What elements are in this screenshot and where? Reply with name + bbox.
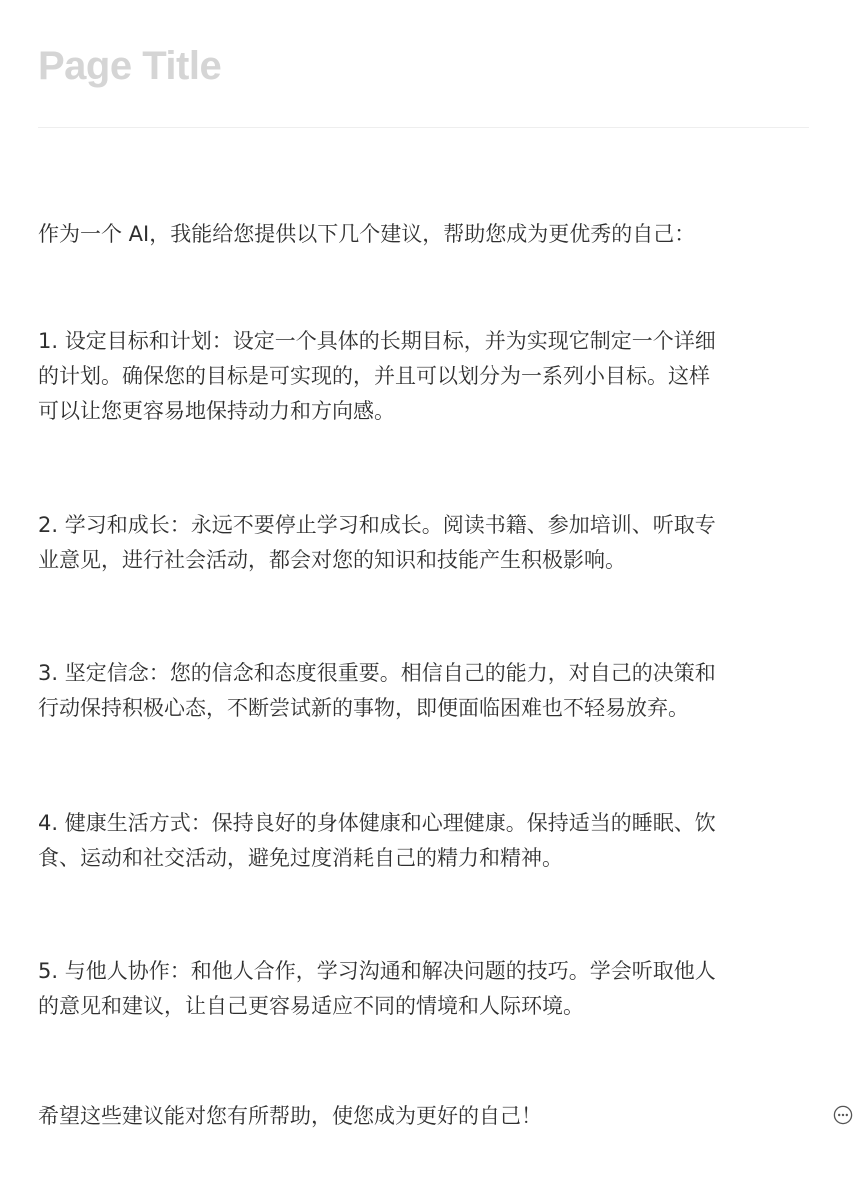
suggestion-1-paragraph[interactable]: 1. 设定目标和计划：设定一个具体的长期目标，并为实现它制定一个详细 的计划。确保您的目标是可实现的，并且可以划分为一系列小目标。这样 可以让您更容易地保持动力和方向感。 (38, 329, 716, 423)
suggestion-5-paragraph[interactable]: 5. 与他人协作：和他人合作，学习沟通和解决问题的技巧。学会听取他人 的意见和建议，让自己更容易适应不同的情境和人际环境。 (38, 959, 716, 1018)
title-divider (38, 127, 809, 128)
more-options-button[interactable] (833, 1105, 853, 1125)
document-page (38, 0, 809, 1198)
suggestion-4-paragraph[interactable]: 4. 健康生活方式：保持良好的身体健康和心理健康。保持适当的睡眠、饮 食、运动和社交活动，避免过度消耗自己的精力和精神。 (38, 811, 716, 870)
intro-paragraph[interactable]: 作为一个 AI，我能给您提供以下几个建议，帮助您成为更优秀的自己： (38, 222, 696, 246)
closing-paragraph[interactable]: 希望这些建议能对您有所帮助，使您成为更好的自己！ (38, 1104, 542, 1128)
suggestion-3-paragraph[interactable]: 3. 坚定信念：您的信念和态度很重要。相信自己的能力，对自己的决策和 行动保持积极心态，不断尝试新的事物，即便面临困难也不轻易放弃。 (38, 661, 716, 720)
suggestion-2-paragraph[interactable]: 2. 学习和成长：永远不要停止学习和成长。阅读书籍、参加培训、听取专 业意见，进行社会活动，都会对您的知识和技能产生积极影响。 (38, 513, 716, 572)
more-horizontal-circle-icon (833, 1105, 853, 1125)
page-title[interactable]: Page Title (38, 44, 222, 88)
